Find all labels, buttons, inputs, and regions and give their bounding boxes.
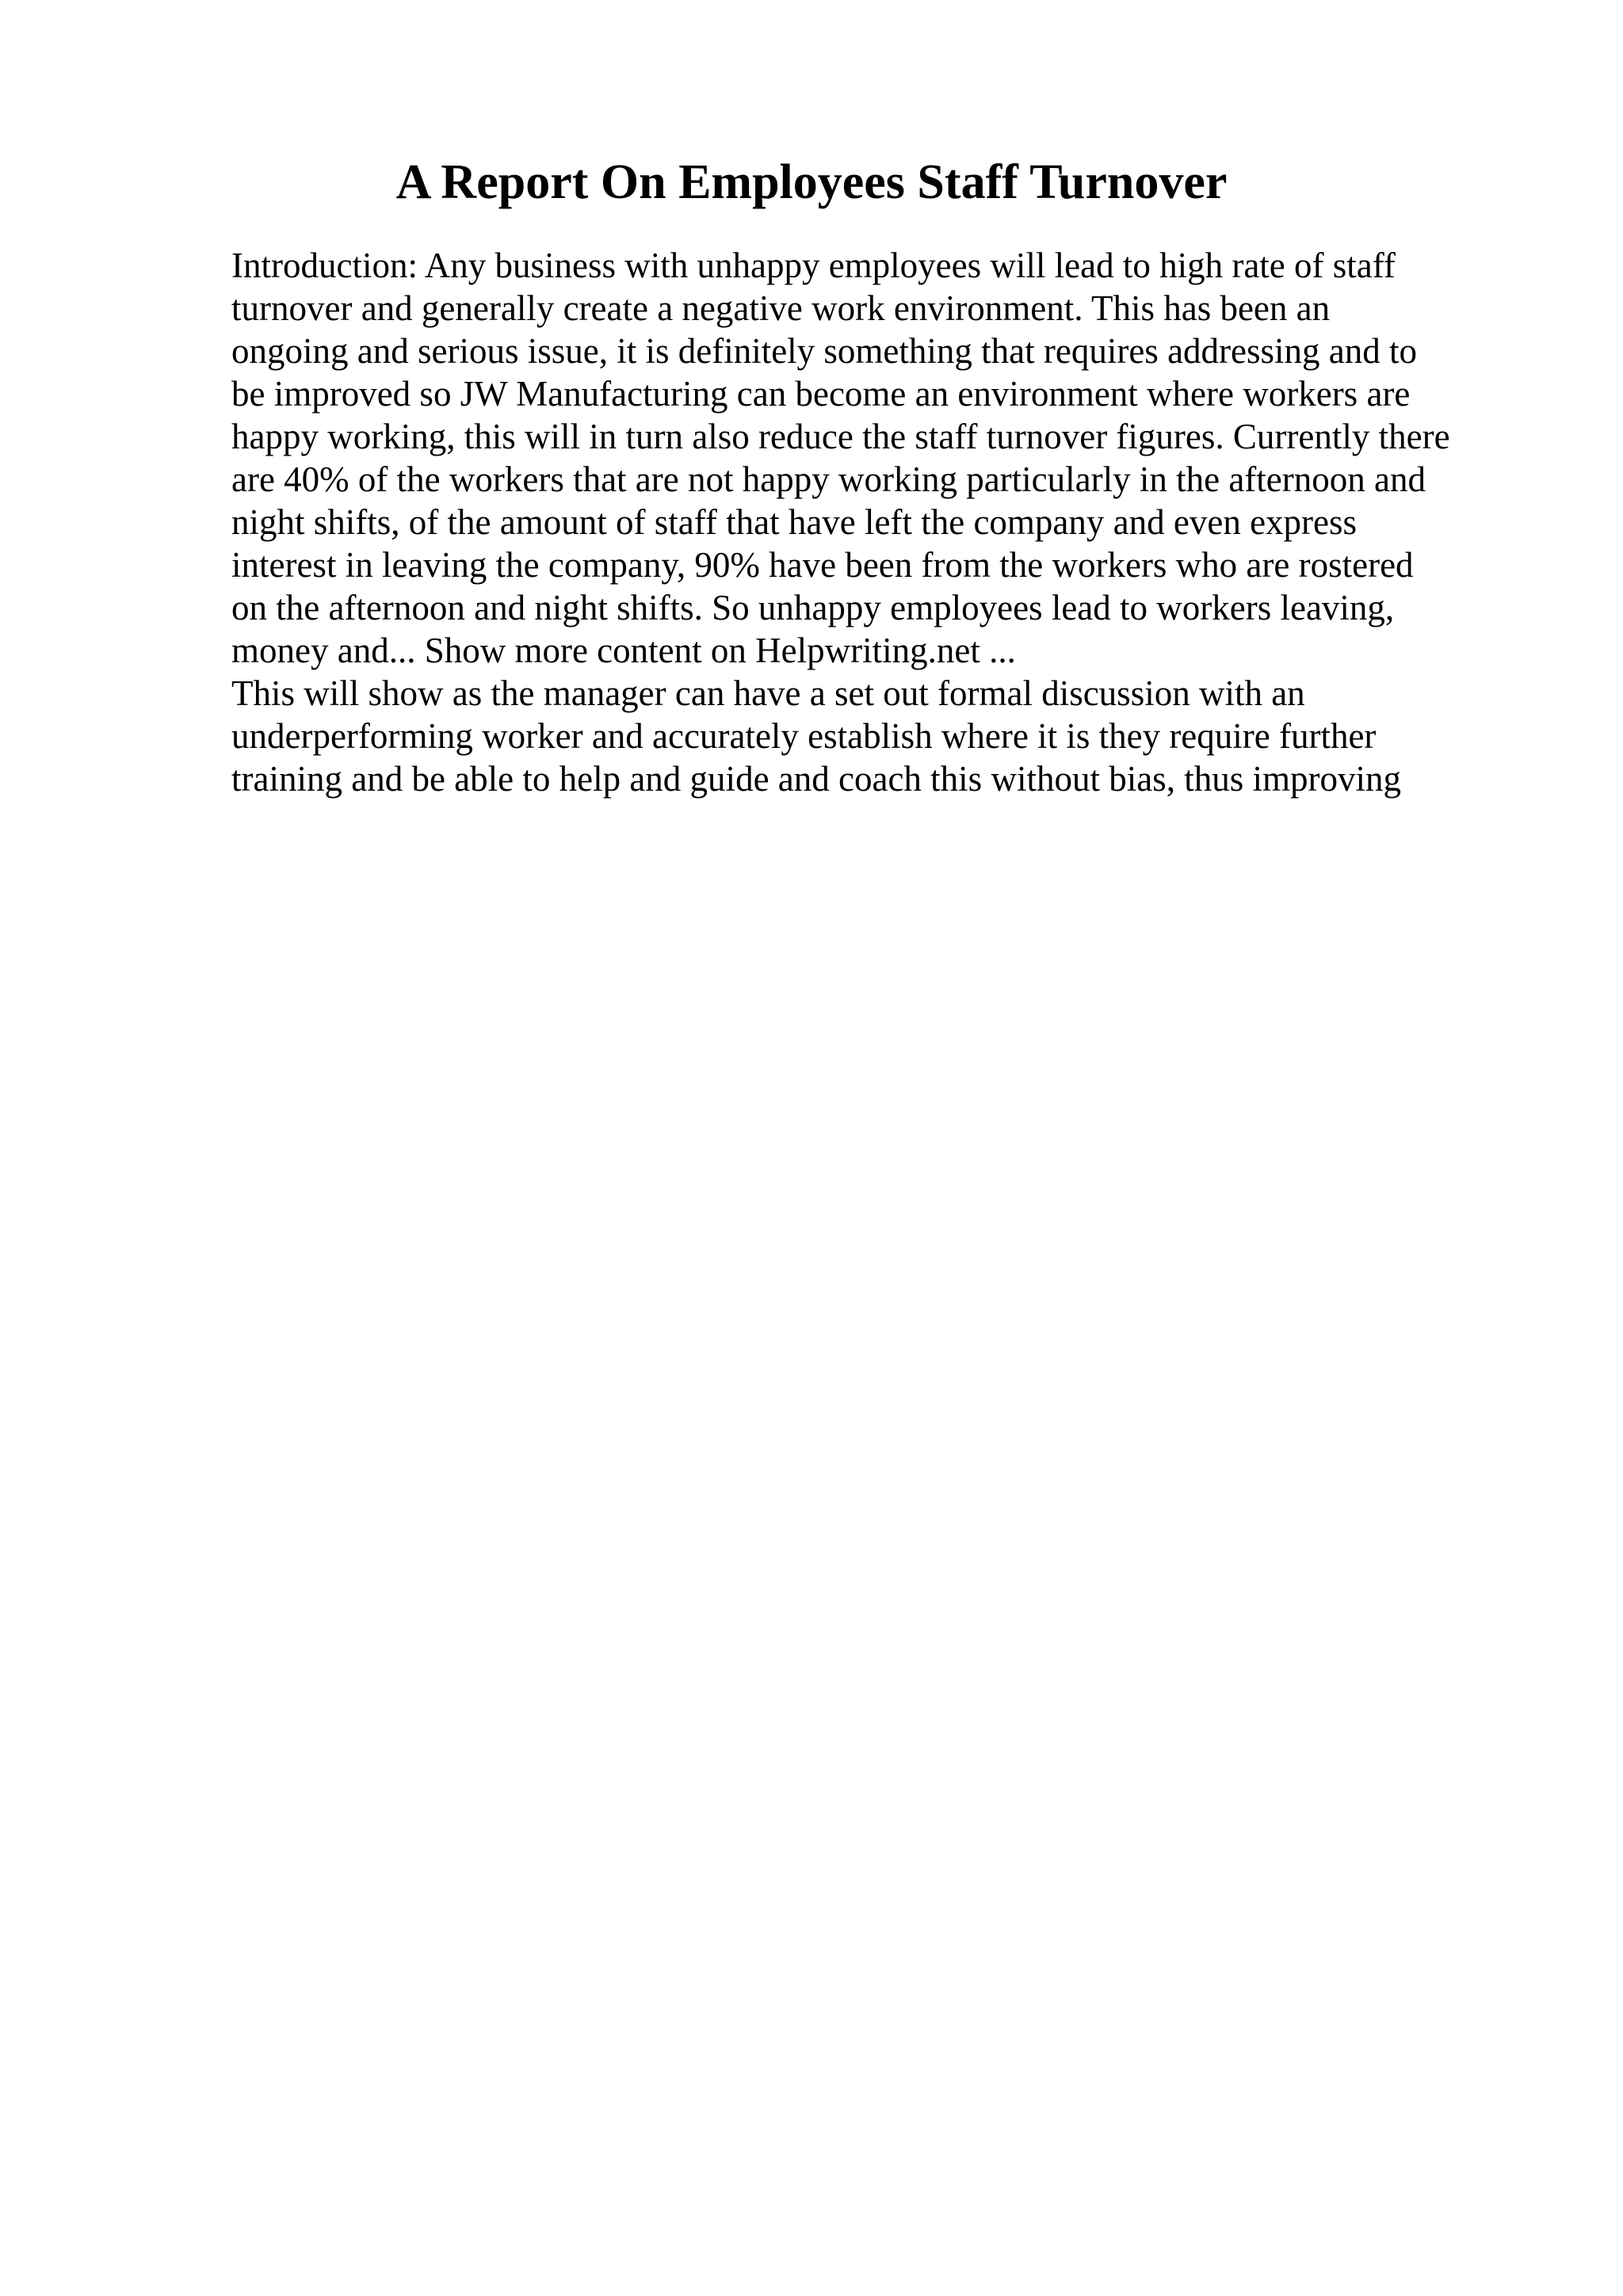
- body-line: night shifts, of the amount of staff that have left the company and even express: [231, 502, 1358, 542]
- body-line: turnover and generally create a negative work environment. This has been an: [231, 288, 1331, 328]
- body-line: are 40% of the workers that are not happy working particularly in the afternoon and: [231, 460, 1426, 499]
- body-line: money and... Show more content on Helpwriting.net ...: [231, 631, 1016, 670]
- body-line: ongoing and serious issue, it is definitely something that requires addressing and to: [231, 331, 1418, 371]
- body-line: Introduction: Any business with unhappy employees will lead to high rate of staff: [231, 246, 1396, 285]
- body-line: underperforming worker and accurately establish where it is they require further: [231, 716, 1377, 756]
- body-line: on the afternoon and night shifts. So unhappy employees lead to workers leaving,: [231, 588, 1395, 627]
- document-body: [231, 244, 1515, 800]
- body-line: interest in leaving the company, 90% have been from the workers who are rostered: [231, 545, 1414, 585]
- body-line: be improved so JW Manufacturing can become an environment where workers are: [231, 374, 1411, 414]
- body-line: happy working, this will in turn also reduce the staff turnover figures. Currently there: [231, 417, 1450, 456]
- body-line: training and be able to help and guide and coach this without bias, thus improving: [231, 759, 1401, 799]
- body-line: This will show as the manager can have a set out formal discussion with an: [231, 673, 1305, 713]
- document-title: A Report On Employees Staff Turnover: [395, 155, 1228, 209]
